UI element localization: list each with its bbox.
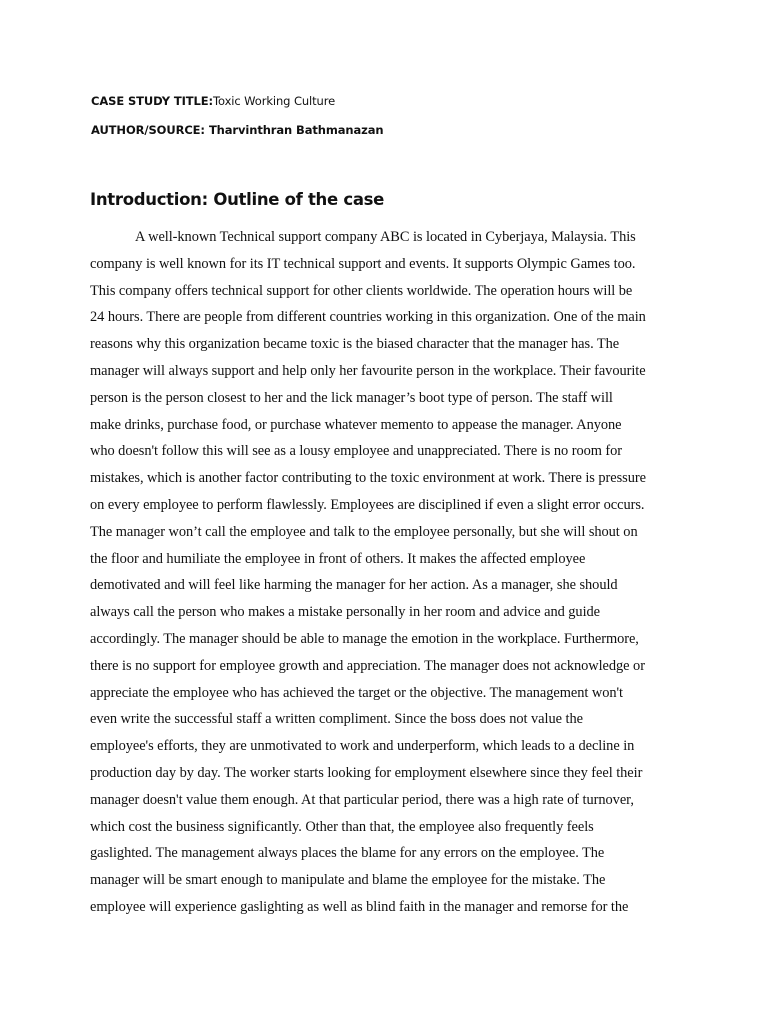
paragraph-line: which cost the business significantly. Other than that, the employee also frequently feels xyxy=(90,818,594,835)
paragraph-line: the floor and humiliate the employee in front of others. It makes the affected employee xyxy=(90,550,586,567)
paragraph-line: manager doesn't value them enough. At that particular period, there was a high rate of turnover, xyxy=(90,791,634,808)
case-study-title-value: Toxic Working Culture xyxy=(213,94,336,108)
author-source-line xyxy=(91,123,383,137)
paragraph-line: there is no support for employee growth and appreciation. The manager does not acknowledge or xyxy=(90,657,645,674)
case-study-title-label: CASE STUDY TITLE: xyxy=(91,94,214,108)
body-paragraph xyxy=(90,224,682,921)
paragraph-line: always call the person who makes a mistake personally in her room and advice and guide xyxy=(90,604,601,621)
paragraph-line: company is well known for its IT technical support and events. It supports Olympic Games too. xyxy=(90,255,636,272)
paragraph-line: person is the person closest to her and the lick manager’s boot type of person. The staff will xyxy=(90,389,613,406)
paragraph-line: A well-known Technical support company ABC is located in Cyberjaya, Malaysia. This xyxy=(135,229,636,245)
paragraph-line: employee will experience gaslighting as well as blind faith in the manager and remorse for the xyxy=(90,898,629,915)
paragraph-line: The manager won’t call the employee and talk to the employee personally, but she will shout on xyxy=(90,523,638,540)
case-study-title-line xyxy=(91,94,335,108)
paragraph-line: who doesn't follow this will see as a lousy employee and unappreciated. There is no room for xyxy=(90,443,623,460)
author-source-label: AUTHOR/SOURCE: xyxy=(91,123,205,137)
paragraph-line: reasons why this organization became toxic is the biased character that the manager has. The xyxy=(90,336,620,353)
paragraph-line: This company offers technical support for other clients worldwide. The operation hours will be xyxy=(90,282,633,299)
paragraph-line: mistakes, which is another factor contributing to the toxic environment at work. There is pressure xyxy=(90,470,646,487)
paragraph-line: on every employee to perform flawlessly. Employees are disciplined if even a slight error occurs. xyxy=(90,496,645,513)
author-source-value: Tharvinthran Bathmanazan xyxy=(208,123,384,137)
paragraph-line: even write the successful staff a written compliment. Since the boss does not value the xyxy=(90,711,583,728)
paragraph-line: 24 hours. There are people from different countries working in this organization. One of the main xyxy=(90,309,646,326)
paragraph-line: gaslighted. The management always places the blame for any errors on the employee. The xyxy=(90,845,605,862)
paragraph-line: appreciate the employee who has achieved the target or the objective. The management won't xyxy=(90,684,623,701)
paragraph-line: employee's efforts, they are unmotivated to work and underperform, which leads to a decline in xyxy=(90,738,635,755)
paragraph-line: production day by day. The worker starts looking for employment elsewhere since they feel their xyxy=(90,764,643,781)
paragraph-line: demotivated and will feel like harming the manager for her action. As a manager, she should xyxy=(90,577,618,594)
paragraph-line: accordingly. The manager should be able to manage the emotion in the workplace. Furthermore, xyxy=(90,630,639,647)
section-heading: Introduction: Outline of the case xyxy=(90,190,385,209)
paragraph-line: manager will be smart enough to manipulate and blame the employee for the mistake. The xyxy=(90,872,606,889)
paragraph-line: make drinks, purchase food, or purchase whatever memento to appease the manager. Anyone xyxy=(90,416,622,433)
paragraph-line: manager will always support and help only her favourite person in the workplace. Their favourite xyxy=(90,362,646,379)
